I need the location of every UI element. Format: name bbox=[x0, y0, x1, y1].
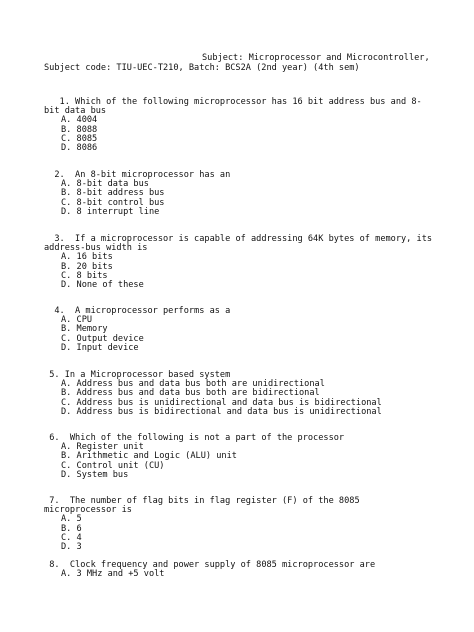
question-text: 1. Which of the following microprocessor has 16 bit address bus and 8-bit data bus bbox=[44, 97, 422, 117]
question-text: 4. A microprocessor performs as a bbox=[44, 306, 231, 316]
question-text: 5. In a Microprocessor based system bbox=[44, 370, 231, 380]
option-d: D. Address bus is bidirectional and data bus is unidirectional bbox=[61, 406, 382, 417]
option-a: A. CPU bbox=[61, 315, 93, 326]
question-1 bbox=[44, 98, 434, 153]
option-b: B. 20 bits bbox=[61, 261, 113, 272]
question-8 bbox=[44, 561, 434, 579]
question-text: 7. The number of flag bits in flag register (F) of the 8085 microprocessor is bbox=[44, 496, 365, 516]
option-a: A. 3 MHz and +5 volt bbox=[61, 569, 165, 580]
option-d: D. 8 interrupt line bbox=[61, 206, 160, 217]
question-7 bbox=[44, 497, 434, 552]
option-d: D. Input device bbox=[61, 342, 139, 353]
option-a: A. 16 bits bbox=[61, 252, 113, 263]
option-a: A. 5 bbox=[61, 514, 82, 525]
option-d: D. None of these bbox=[61, 280, 144, 291]
option-d: D. 3 bbox=[61, 542, 82, 553]
option-b: B. Arithmetic and Logic (ALU) unit bbox=[61, 451, 237, 462]
option-a: A. 8-bit data bus bbox=[61, 179, 149, 190]
option-b: B. Memory bbox=[61, 324, 108, 335]
option-c: C. 8 bits bbox=[61, 270, 108, 281]
subject-code-line: Subject code: TIU-UEC-T210, Batch: BCS2A (2nd year) (4th sem) bbox=[44, 63, 360, 73]
option-b: B. 6 bbox=[61, 523, 82, 534]
question-2 bbox=[44, 171, 434, 217]
option-c: C. Address bus is unidirectional and data bus is bidirectional bbox=[61, 397, 382, 408]
option-a: A. Address bus and data bus both are unidirectional bbox=[61, 379, 325, 390]
question-text: 2. An 8-bit microprocessor has an bbox=[44, 170, 231, 180]
option-b: B. Address bus and data bus both are bidirectional bbox=[61, 388, 320, 399]
question-text: 3. If a microprocessor is capable of addressing 64K bytes of memory, its address-bus width is bbox=[44, 234, 438, 254]
subject-line: Subject: Microprocessor and Microcontroller, bbox=[202, 53, 430, 63]
option-a: A. Register unit bbox=[61, 442, 144, 453]
question-text: 8. Clock frequency and power supply of 8085 microprocessor are bbox=[44, 560, 376, 570]
option-a: A. 4004 bbox=[61, 115, 98, 126]
option-d: D. 8086 bbox=[61, 143, 98, 154]
option-b: B. 8088 bbox=[61, 124, 98, 135]
option-c: C. Control unit (CU) bbox=[61, 460, 165, 471]
option-c: C. Output device bbox=[61, 333, 144, 344]
question-6 bbox=[44, 434, 434, 480]
question-4 bbox=[44, 307, 434, 353]
option-b: B. 8-bit address bus bbox=[61, 188, 165, 199]
question-3 bbox=[44, 234, 438, 291]
option-c: C. 8-bit control bus bbox=[61, 197, 165, 208]
question-text: 6. Which of the following is not a part of the processor bbox=[44, 433, 345, 443]
option-d: D. System bus bbox=[61, 469, 129, 480]
option-c: C. 4 bbox=[61, 532, 82, 543]
question-5 bbox=[44, 371, 434, 417]
option-c: C. 8085 bbox=[61, 133, 98, 144]
